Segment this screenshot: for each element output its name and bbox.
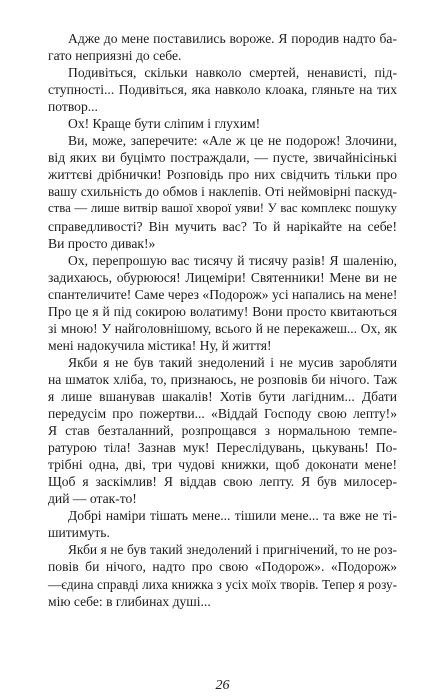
text-line: трібні одна, дві, три чудові книжки, щоб доконати мене! bbox=[48, 457, 397, 473]
page-number: 26 bbox=[215, 678, 230, 693]
text-line: ступності... Подивіться, яка навколо клоака, гляньте на тих bbox=[48, 82, 397, 98]
text-line: —єдина справді лиха книжка з усіх моїх творів. Тепер я розу- bbox=[48, 576, 397, 592]
text-line: мені надокучила містика! Ну, й життя! bbox=[48, 337, 272, 353]
text-line: Якби я не був такий знедолений і не мусив заробляти bbox=[68, 354, 397, 370]
text-line: Я став безталанний, розпрощався з нормальною темпе- bbox=[48, 423, 397, 439]
text-line: зі мною! У найголовнішому, всього й не перекажеш... Ох, як bbox=[48, 320, 397, 336]
text-line: життєві дрібнички! Розповідь про них свідчить тільки про bbox=[48, 167, 397, 183]
text-line: Адже до мене поставились вороже. Я породив надто ба- bbox=[68, 31, 397, 46]
text-line: дий — отак-то! bbox=[48, 491, 137, 507]
text-line: мію себе: в глибинах душі... bbox=[48, 593, 211, 609]
page-body-text bbox=[48, 30, 397, 610]
text-line: повів би нічого, надто про свою «Подорож». «Подорож» bbox=[48, 559, 397, 575]
text-line: шитимуть. bbox=[48, 525, 110, 541]
text-line: Подивіться, скільки навколо смертей, ненависті, під- bbox=[68, 65, 397, 81]
text-line: передусім про пожертви... «Віддай Господу свою лепту!» bbox=[48, 406, 397, 422]
text-line: Про це я й під сокирою волатиму! Вони просто квитаються bbox=[48, 303, 397, 319]
text-line: Щоб я заскімлив! Я віддав свою лепту. Я був милосер- bbox=[48, 474, 397, 490]
text-line: вашу схильність до обмов і наклепів. Оті неймовірні паскуд- bbox=[48, 184, 397, 200]
text-line: Ви, може, заперечите: «Але ж це не подорож! Злочини, bbox=[68, 133, 397, 149]
text-line: Добрі наміри тішать мене... тішили мене... та вже не ті- bbox=[68, 508, 397, 524]
text-line: потвор... bbox=[48, 99, 98, 115]
text-line: Ох! Краще бути сліпим і глухим! bbox=[68, 116, 261, 132]
text-line: спантеличите! Саме через «Подорож» усі напались на мене! bbox=[48, 286, 398, 302]
text-line: справедливості? Він мучить вас? То й нарікайте на себе! bbox=[48, 218, 397, 234]
text-line: на шматок хліба, то, признаюсь, не розповів би нічого. Таж bbox=[48, 371, 397, 387]
text-line: ства — лише витвір вашої хворої уяви! У вас комплекс пошуку bbox=[48, 201, 397, 216]
text-line: задихаюсь, обурююся! Лицеміри! Святенники! Мене ви не bbox=[48, 269, 397, 285]
text-line: гато неприязні до себе. bbox=[48, 48, 182, 64]
text-line: від яких ви буцімто постраждали, — пусте, звичайнісінькі bbox=[48, 150, 397, 166]
text-line: ратурою тіла! Зазнав мук! Переслідувань, цькувань! По- bbox=[48, 440, 397, 456]
text-line: Якби я не був такий знедолений і пригнічений, то не роз- bbox=[68, 542, 397, 558]
text-line: Ох, перепрошую вас тисячу й тисячу разів! Я шаленію, bbox=[68, 252, 397, 268]
text-line: Ви просто дивак!» bbox=[48, 235, 156, 251]
text-line: я лише вшанував шакалів! Хотів бути лагідним... Дбати bbox=[48, 388, 397, 404]
